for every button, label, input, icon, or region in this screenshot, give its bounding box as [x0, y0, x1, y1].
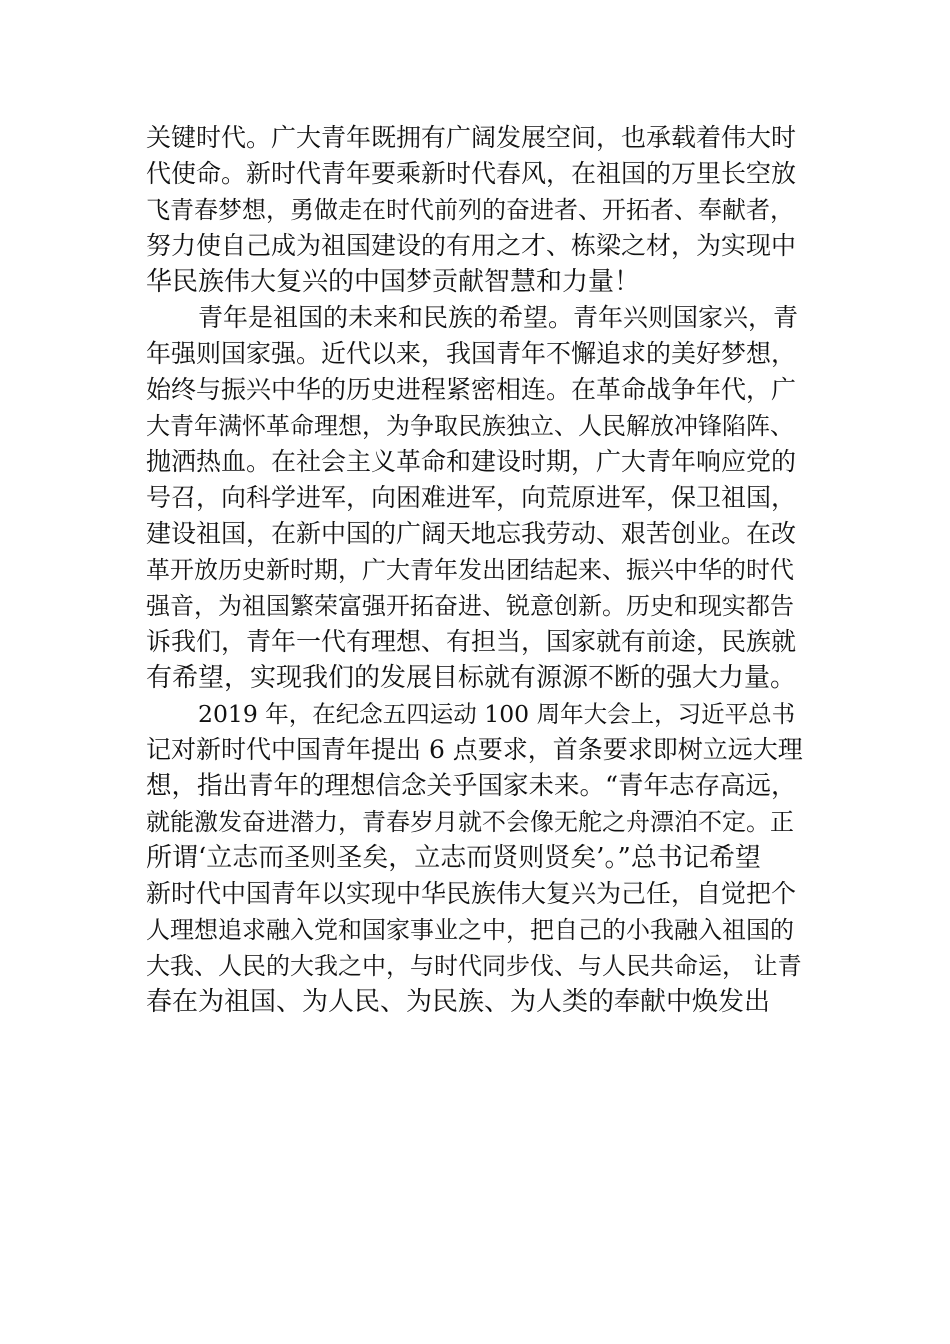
text-line: 抛洒热血。在社会主义革命和建设时期，广大青年响应党的	[146, 447, 797, 476]
text-line: 大我、人民的大我之中，与时代同步伐、与人民共命运， 让青	[146, 952, 802, 980]
text-line: 诉我们，青年一代有理想、有担当，国家就有前途，民族就	[146, 627, 797, 656]
text-line: 华民族伟大复兴的中国梦贡献智慧和力量！	[146, 267, 641, 297]
text-line: 人理想追求融入党和国家事业之中，把自己的小我融入祖国的	[146, 916, 794, 944]
text-line: 代使命。新时代青年要乘新时代春风，在祖国的万里长空放	[146, 159, 797, 188]
text-line: 所谓‘立志而圣则圣矣，立志而贤则贤矣’。”总书记希望	[146, 843, 761, 873]
document-body	[146, 120, 806, 1020]
text-line: 有希望，实现我们的发展目标就有源源不断的强大力量。	[146, 663, 797, 693]
text-line: 年强则国家强。近代以来，我国青年不懈追求的美好梦想，	[146, 339, 797, 368]
text-line: 记对新时代中国青年提出 6 点要求，首条要求即树立远大理	[146, 735, 803, 764]
text-line: 努力使自己成为祖国建设的有用之才、栋梁之材，为实现中	[146, 231, 797, 260]
text-line: 革开放历史新时期，广大青年发出团结起来、振兴中华的时代	[146, 556, 794, 584]
text-line: 强音，为祖国繁荣富强开拓奋进、锐意创新。历史和现实都告	[146, 592, 794, 620]
text-line: 建设祖国，在新中国的广阔天地忘我劳动、艰苦创业。在改	[146, 519, 797, 548]
text-line: 号召，向科学进军，向困难进军，向荒原进军，保卫祖国，	[146, 483, 797, 512]
text-line: 春在为祖国、为人民、为民族、为人类的奉献中焕发出	[146, 987, 771, 1017]
text-line: 新时代中国青年以实现中华民族伟大复兴为己任，自觉把个	[146, 879, 797, 908]
text-line: 就能激发奋进潜力，青春岁月就不会像无舵之舟漂泊不定。正	[146, 808, 794, 836]
text-line: 大青年满怀革命理想，为争取民族独立、人民解放冲锋陷阵、	[146, 412, 794, 440]
text-line: 关键时代。广大青年既拥有广阔发展空间，也承载着伟大时	[146, 123, 797, 152]
paragraph-first-line: 青年是祖国的未来和民族的希望。青年兴则国家兴，青	[198, 303, 799, 332]
paragraph-first-line: 2019 年，在纪念五四运动 100 周年大会上，习近平总书	[198, 700, 796, 728]
text-line: 飞青春梦想，勇做走在时代前列的奋进者、开拓者、奉献者，	[146, 196, 794, 224]
text-line: 始终与振兴中华的历史进程紧密相连。在革命战争年代，广	[146, 375, 797, 404]
text-line: 想，指出青年的理想信念关乎国家未来。“青年志存高远，	[146, 771, 797, 801]
